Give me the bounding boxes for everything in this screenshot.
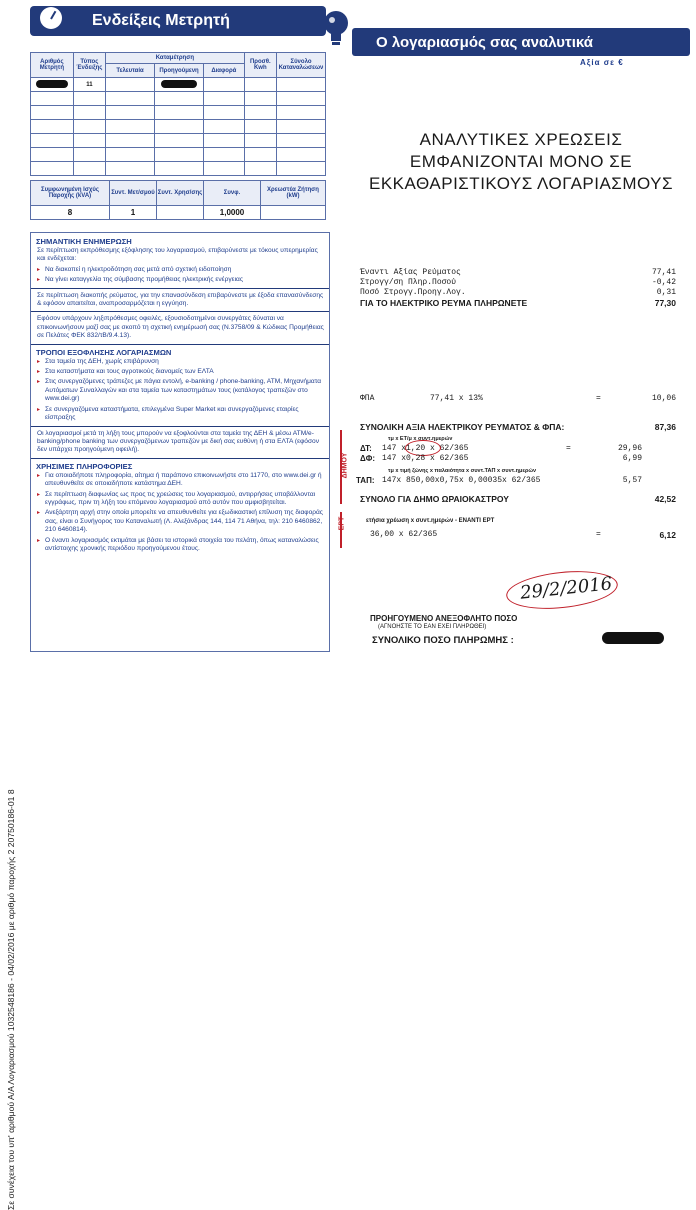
col-usage-factor: Συντ. Χρησ/σης <box>157 181 204 206</box>
info-panel <box>30 232 330 652</box>
table-row <box>31 106 326 120</box>
info-bullet: ▸ Ο έναντι λογαριασμός εκτιμάται με βάσει τα ιστορικά στοιχεία του πελάτη, όπως καταναλώσεις αντίστοιχης χρονικής περιόδου προηγούμενου έτους. <box>37 537 325 554</box>
tap-value: 5,57 <box>622 476 642 485</box>
charge-label: Στρογγ/ση Πληρ.Ποσού <box>360 278 457 287</box>
ert-calculation: 36,00 x 62/365 <box>370 530 438 539</box>
supply-details-table <box>30 180 326 220</box>
table-row <box>31 78 326 92</box>
redaction-mark <box>161 80 197 88</box>
electricity-pay-label: ΓΙΑ ΤΟ ΗΛΕΚΤΡΙΚΟ ΡΕΥΜΑ ΠΛΗΡΩΝΕΤΕ <box>360 298 528 308</box>
col-previous: Προηγούμενη <box>155 64 204 78</box>
notice-line-1: ΑΝΑΛΥΤΙΚΕΣ ΧΡΕΩΣΕΙΣ <box>419 130 623 149</box>
payment-method: ▸ Στα ταμεία της ΔΕΗ, χωρίς επιβάρυνση <box>37 358 325 366</box>
vat-calculation: 77,41 x 13% <box>430 394 483 403</box>
table-row <box>31 134 326 148</box>
charge-label: Ποσό Στρογγ.Προηγ.Λογ. <box>360 288 466 297</box>
table-row <box>31 148 326 162</box>
charge-value: -0,42 <box>651 278 676 287</box>
info-bullet: ▸ Σε περίπτωση διαφωνίας ως προς τις χρεώσεις του λογαριασμού, αντιρρήσεις υποβάλλονται εγγράφως, πριν τη λήξη του επόμενου λογαριασμού από αυτόν που αμφισβητείται. <box>37 491 325 508</box>
municipal-total-value: 42,52 <box>654 494 676 504</box>
reading-type-value: 11 <box>73 78 105 92</box>
notice-bullet: ▸ Να διακοπεί η ηλεκτροδότηση σας μετά από σχετική ειδοποίηση <box>37 266 325 274</box>
divider <box>31 288 329 289</box>
col-difference: Διαφορά <box>204 64 245 78</box>
df-value: 6,99 <box>622 454 642 463</box>
lightbulb-icon <box>322 10 350 48</box>
col-metering-factor: Συντ. Μετ/σμού <box>110 181 157 206</box>
vat-equals: = <box>596 394 601 403</box>
tap-label: ΤΑΠ: <box>356 476 375 485</box>
ert-formula-header: ετήσια χρέωση x συντ.ημερών - ΕΝΑΝΤΙ ΕΡΤ <box>366 518 495 524</box>
notice-bullet: ▸ Να γίνει καταγγελία της σύμβασης προμήθειας ηλεκτρικής ενέργειας <box>37 276 325 284</box>
meter-readings-title: Ενδείξεις Μετρητή <box>92 12 230 29</box>
table-row <box>31 162 326 176</box>
side-reference-text: Σε συνέχεια του υπ' αριθμού Α/Α Λογαριασμού 1032548186 - 04/02/2016 με αριθμό παροχής 2 20750186-01 8 <box>6 789 16 1210</box>
payment-method: ▸ Στα καταστήματα και τους αγροτικούς διανομείς των ΕΛΤΑ <box>37 368 325 376</box>
col-demand: Χρεωστέα Ζήτηση (kW) <box>261 181 326 206</box>
municipal-total-label: ΣΥΝΟΛΟ ΓΙΑ ΔΗΜΟ ΩΡΑΙΟΚΑΣΤΡΟΥ <box>360 494 509 504</box>
charge-value: 0,31 <box>656 288 676 297</box>
info-bullet: ▸ Ανεξάρτητη αρχή στην οποία μπορείτε να απευθυνθείτε για εξωδικαστική επίλυση της διαφοράς σας, είναι ο Συνήγορος του Καταναλωτή (Λ. Αλεξάνδρας 144, 114 71 Αθήνα, τηλ: 210 6460862, 210 6460814). <box>37 509 325 534</box>
payment-methods-heading: ΤΡΟΠΟΙ ΕΞΟΦΛΗΣΗΣ ΛΟΓΑΡΙΑΣΜΩΝ <box>36 347 172 357</box>
municipal-formula-header: τμ x ΕΤ/μ x συντ.ημερών <box>388 436 453 442</box>
electricity-pay-value: 77,30 <box>654 298 676 308</box>
charge-label: Έναντι Αξίας Ρεύματος <box>360 268 461 277</box>
redaction-mark <box>36 80 68 88</box>
metering-factor-value: 1 <box>110 206 157 220</box>
df-label: ΔΦ: <box>360 454 375 463</box>
notice-line-2: ΕΜΦΑΝΙΖΟΝΤΑΙ ΜΟΝΟ ΣΕ <box>409 152 633 171</box>
important-notice-heading: ΣΗΜΑΝΤΙΚΗ ΕΝΗΜΕΡΩΣΗ <box>36 237 132 246</box>
dt-equals: = <box>566 444 571 453</box>
payment-method: ▸ Στις συνεργαζόμενες τράπεζες με πάγια εντολή, e-banking / phone-banking, ATM, Μηχανήματα Αυτόματων Συναλλαγών και στα ταμεία των καταστημάτων τους (κατάλογος τραπεζών στο www.dei.gr) <box>37 378 325 403</box>
values-currency-label: Αξία σε € <box>580 58 624 67</box>
municipal-tag: ΔΗΜΟΥ <box>341 452 349 479</box>
vat-value: 10,06 <box>651 394 676 403</box>
divider <box>31 344 329 345</box>
previous-unpaid-note: (ΑΓΝΟΗΣΤΕ ΤΟ ΕΑΝ ΕΧΕΙ ΠΛΗΡΩΘΕΙ) <box>378 624 487 630</box>
tap-calculation: 147x 850,00x0,75x 0,00035x 62/365 <box>382 476 541 485</box>
previous-unpaid-label: ΠΡΟΗΓΟΥΜΕΝΟ ΑΝΕΞΟΦΛΗΤΟ ΠΟΣΟ <box>370 614 518 623</box>
bill-details-header <box>352 28 690 56</box>
useful-info-heading: ΧΡΗΣΙΜΕΣ ΠΛΗΡΟΦΟΡΙΕΣ <box>36 461 133 471</box>
col-agreed-power: Συμφωνημένη Ισχύς Παροχής (kVA) <box>31 181 110 206</box>
vat-label: ΦΠΑ <box>360 394 375 403</box>
col-total-consumption: Σύνολο Καταναλώσεων <box>276 53 325 78</box>
notice-line-3: ΕΚΚΑΘΑΡΙΣΤΙΚΟΥΣ ΛΟΓΑΡΙΑΣΜΟΥΣ <box>368 174 673 193</box>
dt-calculation: 147 x1,20 x 62/365 <box>382 444 469 453</box>
handwritten-date: 29/2/2016 <box>519 573 614 604</box>
table-row <box>31 120 326 134</box>
notice-text: Σε περίπτωση εκπρόθεσμης εξόφλησης του λογαριασμού, επιβαρύνεστε με τόκους υπερημερίας και ενδέχεται: <box>37 247 318 263</box>
power-factor-value: 1,0000 <box>204 206 261 220</box>
col-additional-kwh: Προσθ. Kwh <box>244 53 276 78</box>
dt-label: ΔΤ: <box>360 444 372 453</box>
gauge-icon <box>40 7 62 29</box>
late-payment-text: Οι λογαριασμοί μετά τη λήξη τους μπορούν να εξοφλούνται στα ταμεία της ΔΕΗ & μέσω ΑΤΜ/e-banking/phone banking των συνεργαζόμενων τραπεζών με δική σας ευθύνη ή στα ΕΛΤΑ (εφόσον δεν υπάρχει προηγούμενη οφειλή). <box>37 429 319 454</box>
ert-equals: = <box>596 530 601 539</box>
total-payment-label: ΣΥΝΟΛΙΚΟ ΠΟΣΟ ΠΛΗΡΩΜΗΣ : <box>372 635 514 646</box>
table-row <box>31 92 326 106</box>
meter-readings-header <box>30 6 326 36</box>
info-bullet: ▸ Για οποιαδήποτε πληροφορία, αίτημα ή παράπονο επικοινωνήστε στο 11770, στο www.dei.gr ή απευθυνθείτε σε οποιαδήποτε κατάστημα ΔΕΗ. <box>37 472 325 489</box>
overdue-text: Εφόσον υπάρχουν ληξιπρόθεσμες οφειλές, εξουσιοδοτημένοι συνεργάτες δύναται να επικοινωνήσουν μαζί σας με σκοπό τη σχετική ενημέρωσή σας (Ν.3758/09 & Κώδικας Προμήθειας σε Πελάτες ΦΕΚ 832/τΒ/9.4.13). <box>37 315 324 340</box>
ert-value: 6,12 <box>659 530 676 540</box>
df-calculation: 147 x0,28 x 62/365 <box>382 454 469 463</box>
bill-details-title: Ο λογαριασμός σας αναλυτικά <box>376 34 593 51</box>
col-measurement: Καταμέτρηση <box>106 53 245 64</box>
table-row <box>31 206 326 220</box>
ert-tag: ΕΡΤ <box>338 516 346 531</box>
divider <box>31 426 329 427</box>
payment-method: ▸ Σε συνεργαζόμενα καταστήματα, επιλεγμένα Super Market και συνεργαζόμενες εταιρίες είσπραξης <box>37 406 325 423</box>
total-with-vat-value: 87,36 <box>654 422 676 432</box>
col-power-factor: Συνφ. <box>204 181 261 206</box>
divider <box>31 311 329 312</box>
redaction-mark <box>602 632 664 644</box>
dt-value: 29,96 <box>617 444 642 453</box>
col-reading-type: Τύπος Ένδειξης <box>73 53 105 78</box>
tap-formula-header: τμ x τιμή ζώνης x παλαιότητα x συντ.ΤΑΠ x συντ.ημερών <box>388 468 537 474</box>
divider <box>31 458 329 459</box>
col-meter-number: Αριθμός Μετρητή <box>31 53 74 78</box>
charge-value: 77,41 <box>651 268 676 277</box>
meter-readings-table <box>30 52 326 176</box>
col-last: Τελευταία <box>106 64 155 78</box>
reconnection-text: Σε περίπτωση διακοπής ρεύματος, για την επανασύνδεση επιβαρύνεστε με έξοδα επανασύνδεσης & εφόσον απαιτείται, αναπροσαρμόζεται η εγγύηση. <box>37 291 324 308</box>
agreed-power-value: 8 <box>31 206 110 220</box>
total-with-vat-label: ΣΥΝΟΛΙΚΗ ΑΞΙΑ ΗΛΕΚΤΡΙΚΟΥ ΡΕΥΜΑΤΟΣ & ΦΠΑ: <box>360 422 565 432</box>
